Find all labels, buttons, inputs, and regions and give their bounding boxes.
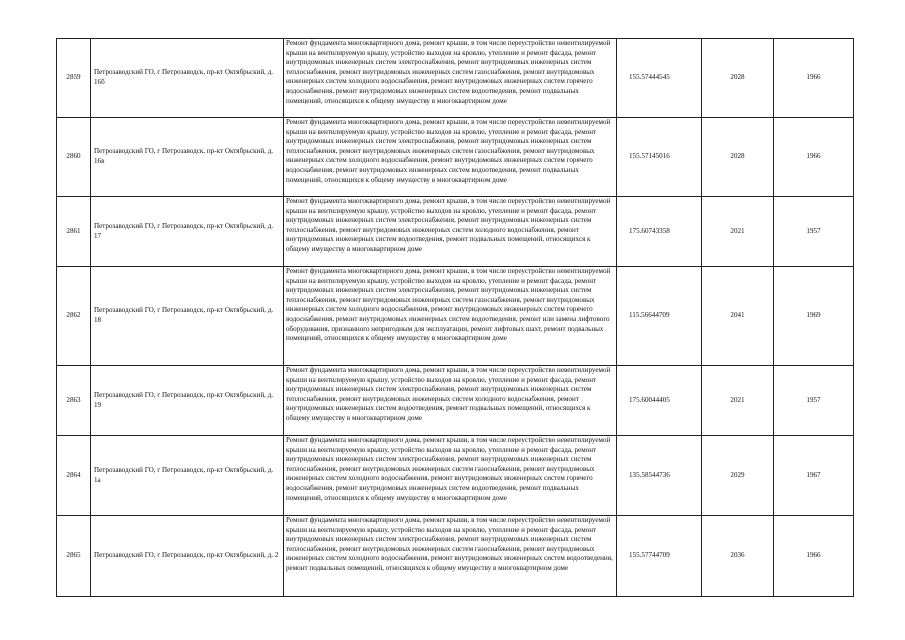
plan-year-cell: 2028 (702, 39, 774, 118)
works-cell: Ремонт фундамента многоквартирного дома, ремонт крыши, в том числе переустройство невентилируемой крыши на вентилируемую крышу, устройство выходов на кровлю, утепление и ремонт фасада, ремонт внутридомовых инженерных систем электроснабжения, ремонт внутридомовых инженерных систем теплоснабжения, ремонт внутридомовых инженерных систем холодного водоснабжения, ремонт внутридомовых инженерных систем водоотведения, ремонт подвальных помещений, относящихся к общему имуществу в многоквартирном доме (284, 197, 617, 267)
build-year-cell: 1969 (774, 267, 854, 366)
table-body (57, 39, 854, 597)
table-row (57, 267, 854, 366)
works-cell: Ремонт фундамента многоквартирного дома, ремонт крыши, в том числе переустройство невентилируемой крыши на вентилируемую крышу, устройство выходов на кровлю, утепление и ремонт фасада, ремонт внутридомовых инженерных систем электроснабжения, ремонт внутридомовых инженерных систем теплоснабжения, ремонт внутридомовых инженерных систем газоснабжения, ремонт внутридомовых инженерных систем холодного водоснабжения, ремонт внутридомовых инженерных систем водоотведения, ремонт подвальных помещений, относящихся к общему имуществу в многоквартирном доме (284, 516, 617, 597)
table-row (57, 516, 854, 597)
plan-year-cell: 2028 (702, 118, 774, 197)
works-cell: Ремонт фундамента многоквартирного дома, ремонт крыши, в том числе переустройство невентилируемой крыши на вентилируемую крышу, устройство выходов на кровлю, утепление и ремонт фасада, ремонт внутридомовых инженерных систем электроснабжения, ремонт внутридомовых инженерных систем теплоснабжения, ремонт внутридомовых инженерных систем газоснабжения, ремонт внутридомовых инженерных систем холодного водоснабжения, ремонт внутридомовых инженерных систем горячего водоснабжения, ремонт внутридомовых инженерных систем водоотведения, ремонт подвальных помещений, относящихся к общему имуществу в многоквартирном доме (284, 39, 617, 118)
row-number: 2863 (57, 366, 91, 436)
works-cell: Ремонт фундамента многоквартирного дома, ремонт крыши, в том числе переустройство невентилируемой крыши на вентилируемую крышу, устройство выходов на кровлю, утепление и ремонт фасада, ремонт внутридомовых инженерных систем электроснабжения, ремонт внутридомовых инженерных систем теплоснабжения, ремонт внутридомовых инженерных систем газоснабжения, ремонт внутридомовых инженерных систем холодного водоснабжения, ремонт внутридомовых инженерных систем горячего водоснабжения, ремонт внутридомовых инженерных систем водоотведения, ремонт или замена лифтового оборудования, признанного непригодным для эксплуатации, ремонт лифтовых шахт, ремонт подвальных помещений, относящихся к общему имуществу в многоквартирном доме (284, 267, 617, 366)
address-cell: Петрозаводский ГО, г Петрозаводск, пр-кт Октябрьский, д. 19 (91, 366, 284, 436)
table-row (57, 197, 854, 267)
works-cell: Ремонт фундамента многоквартирного дома, ремонт крыши, в том числе переустройство невентилируемой крыши на вентилируемую крышу, устройство выходов на кровлю, утепление и ремонт фасада, ремонт внутридомовых инженерных систем электроснабжения, ремонт внутридомовых инженерных систем теплоснабжения, ремонт внутридомовых инженерных систем холодного водоснабжения, ремонт внутридомовых инженерных систем водоотведения, ремонт подвальных помещений, относящихся к общему имуществу в многоквартирном доме (284, 366, 617, 436)
works-cell: Ремонт фундамента многоквартирного дома, ремонт крыши, в том числе переустройство невентилируемой крыши на вентилируемую крышу, устройство выходов на кровлю, утепление и ремонт фасада, ремонт внутридомовых инженерных систем электроснабжения, ремонт внутридомовых инженерных систем теплоснабжения, ремонт внутридомовых инженерных систем газоснабжения, ремонт внутридомовых инженерных систем холодного водоснабжения, ремонт внутридомовых инженерных систем горячего водоснабжения, ремонт внутридомовых инженерных систем водоотведения, ремонт подвальных помещений, относящихся к общему имуществу в многоквартирном доме (284, 118, 617, 197)
table-row (57, 118, 854, 197)
row-number: 2862 (57, 267, 91, 366)
row-number: 2861 (57, 197, 91, 267)
build-year-cell: 1966 (774, 118, 854, 197)
cost-cell: 175.60044405 (617, 366, 702, 436)
address-cell: Петрозаводский ГО, г Петрозаводск, пр-кт Октябрьский, д. 16б (91, 39, 284, 118)
cost-cell: 115.56644709 (617, 267, 702, 366)
row-number: 2865 (57, 516, 91, 597)
address-cell: Петрозаводский ГО, г Петрозаводск, пр-кт Октябрьский, д. 16в (91, 118, 284, 197)
table-row (57, 436, 854, 516)
plan-year-cell: 2021 (702, 197, 774, 267)
build-year-cell: 1957 (774, 197, 854, 267)
table-row (57, 39, 854, 118)
cost-cell: 135.58544736 (617, 436, 702, 516)
cost-cell: 155.57744709 (617, 516, 702, 597)
build-year-cell: 1966 (774, 39, 854, 118)
cost-cell: 175.60743358 (617, 197, 702, 267)
address-cell: Петрозаводский ГО, г Петрозаводск, пр-кт Октябрьский, д. 18 (91, 267, 284, 366)
table-row (57, 366, 854, 436)
row-number: 2859 (57, 39, 91, 118)
plan-year-cell: 2029 (702, 436, 774, 516)
repair-program-table (56, 38, 854, 597)
row-number: 2864 (57, 436, 91, 516)
plan-year-cell: 2041 (702, 267, 774, 366)
row-number: 2860 (57, 118, 91, 197)
cost-cell: 155.57444545 (617, 39, 702, 118)
address-cell: Петрозаводский ГО, г Петрозаводск, пр-кт Октябрьский, д. 2 (91, 516, 284, 597)
cost-cell: 155.57145016 (617, 118, 702, 197)
plan-year-cell: 2036 (702, 516, 774, 597)
address-cell: Петрозаводский ГО, г Петрозаводск, пр-кт Октябрьский, д. 1а (91, 436, 284, 516)
address-cell: Петрозаводский ГО, г Петрозаводск, пр-кт Октябрьский, д. 17 (91, 197, 284, 267)
works-cell: Ремонт фундамента многоквартирного дома, ремонт крыши, в том числе переустройство невентилируемой крыши на вентилируемую крышу, устройство выходов на кровлю, утепление и ремонт фасада, ремонт внутридомовых инженерных систем электроснабжения, ремонт внутридомовых инженерных систем теплоснабжения, ремонт внутридомовых инженерных систем газоснабжения, ремонт внутридомовых инженерных систем холодного водоснабжения, ремонт внутридомовых инженерных систем горячего водоснабжения, ремонт внутридомовых инженерных систем водоотведения, ремонт подвальных помещений, относящихся к общему имуществу в многоквартирном доме (284, 436, 617, 516)
plan-year-cell: 2021 (702, 366, 774, 436)
build-year-cell: 1967 (774, 436, 854, 516)
build-year-cell: 1966 (774, 516, 854, 597)
build-year-cell: 1957 (774, 366, 854, 436)
